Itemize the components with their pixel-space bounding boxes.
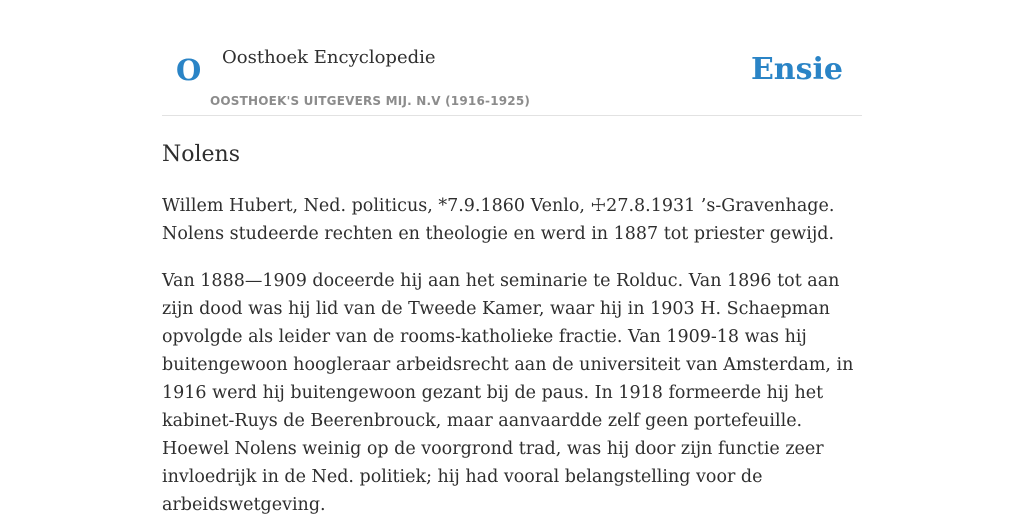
book-logo-letter[interactable]: O [176,53,202,87]
ensie-logo[interactable]: Ensie [750,52,843,87]
publisher-subtitle: OOSTHOEK'S UITGEVERS MIJ. N.V (1916-1925) [210,94,531,108]
article-paragraph-1: Willem Hubert, Ned. politicus, *7.9.1860 Venlo, ☩27.8.1931 ’s-Gravenhage. Nolens studeerde rechten en theologie en werd in 1887 tot priester gewijd. [162,196,835,244]
page-container [162,0,862,515]
site-header [162,0,862,116]
book-title[interactable]: Oosthoek Encyclopedie [222,47,436,68]
entry-title: Nolens [162,142,241,167]
article-paragraph-2: Van 1888—1909 doceerde hij aan het seminarie te Rolduc. Van 1896 tot aan zijn dood was hij lid van de Tweede Kamer, waar hij in 1903 H. Schaepman opvolgde als leider van de rooms-katholieke fractie. Van 1909-18 was hij buitengewoon hoogleraar arbeidsrecht aan de universiteit van Amsterdam, in 1916 werd hij buitengewoon gezant bij de paus. In 1918 formeerde hij het kabinet-Ruys de Beerenbrouck, maar aanvaardde zelf geen portefeuille. Hoewel Nolens weinig op de voorgrond trad, was hij door zijn functie zeer invloedrijk in de Ned. politiek; hij had vooral belangstelling voor de arbeidswetgeving. [162,271,854,515]
